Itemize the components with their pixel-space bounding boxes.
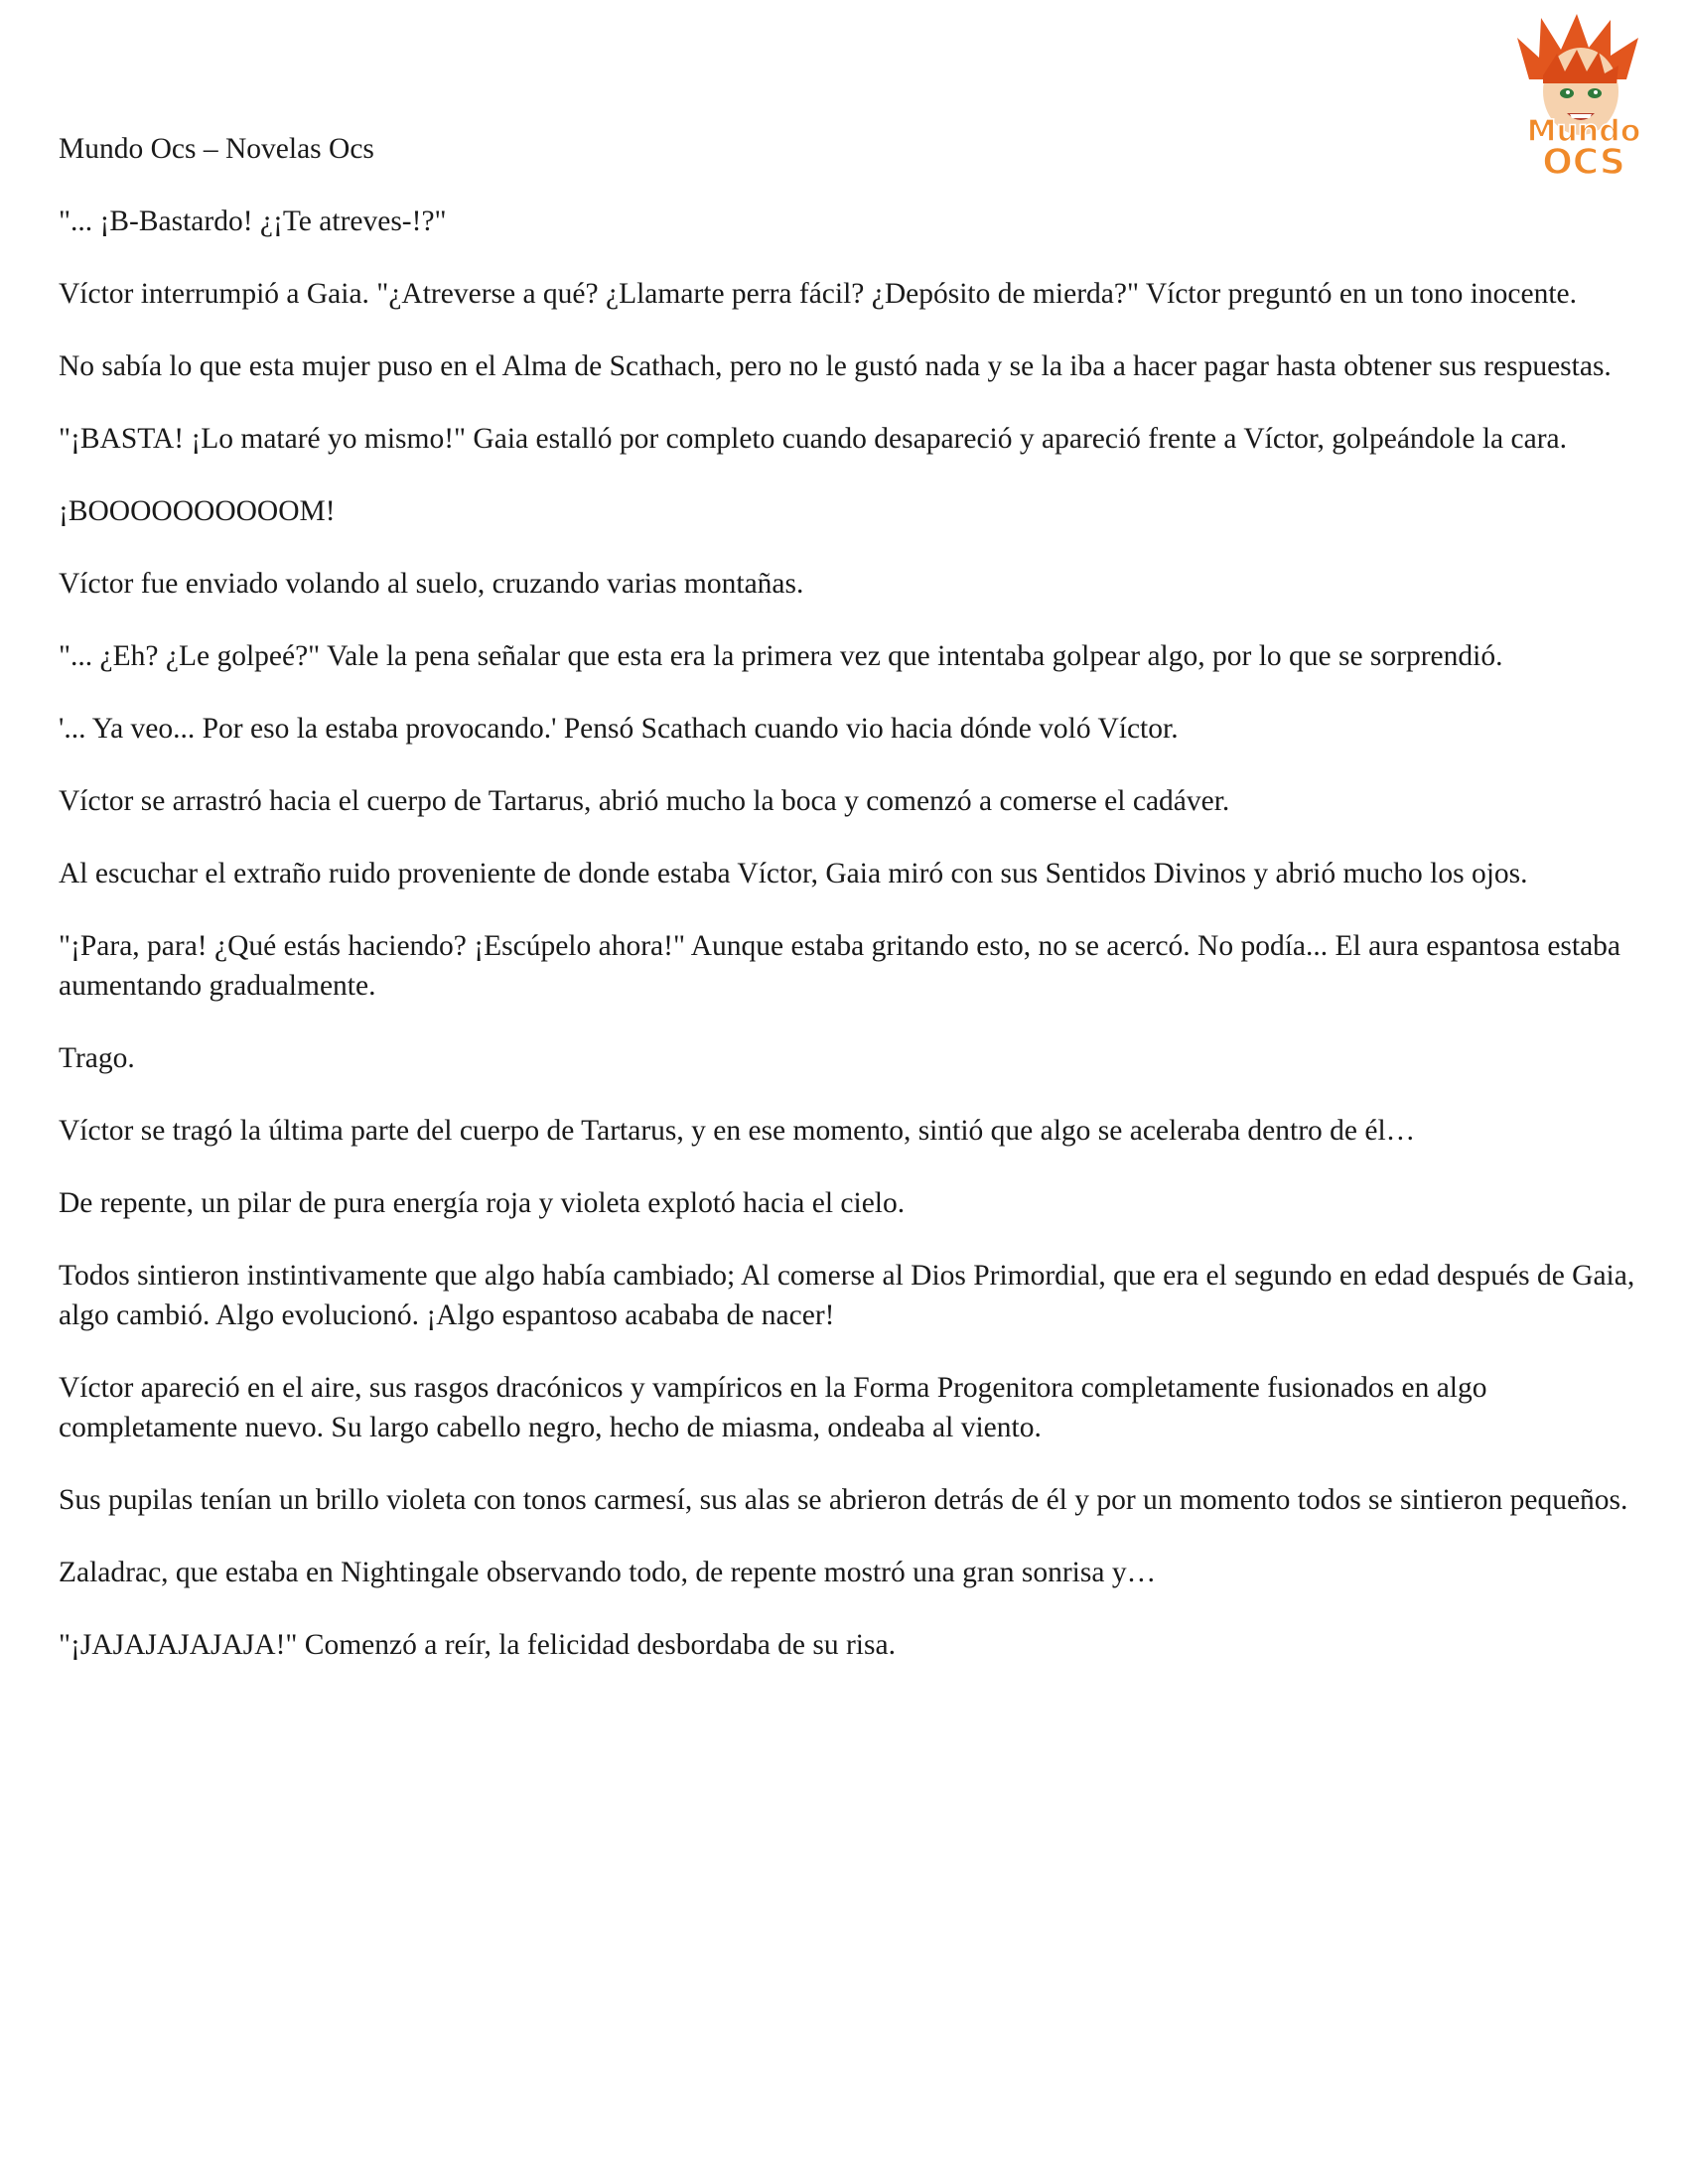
paragraph: Víctor fue enviado volando al suelo, cruzando varias montañas. (59, 568, 804, 600)
paragraph: "... ¿Eh? ¿Le golpeé?" Vale la pena señalar que esta era la primera vez que intentaba golpear algo, por lo que se sorprendió. (59, 640, 1503, 672)
site-title: Mundo Ocs – Novelas Ocs (59, 133, 374, 165)
paragraph: Víctor se tragó la última parte del cuerpo de Tartarus, y en ese momento, sintió que algo se aceleraba dentro de él… (59, 1115, 1416, 1147)
paragraph: '... Ya veo... Por eso la estaba provocando.' Pensó Scathach cuando vio hacia dónde voló Víctor. (59, 713, 1179, 745)
paragraph: Víctor se arrastró hacia el cuerpo de Tartarus, abrió mucho la boca y comenzó a comerse el cadáver. (59, 785, 1230, 817)
paragraph: Víctor apareció en el aire, sus rasgos dracónicos y vampíricos en la Forma Progenitora completamente fusionados en algo completamente nuevo. Su largo cabello negro, hecho de miasma, ondeaba al viento. (59, 1372, 1487, 1443)
paragraph: ¡BOOOOOOOOOOM! (59, 495, 336, 527)
logo-text-bottom: OCS (1542, 142, 1625, 183)
paragraph: Sus pupilas tenían un brillo violeta con tonos carmesí, sus alas se abrieron detrás de él y por un momento todos se sintieron pequeños. (59, 1484, 1628, 1516)
paragraph: Al escuchar el extraño ruido proveniente de donde estaba Víctor, Gaia miró con sus Sentidos Divinos y abrió mucho los ojos. (59, 858, 1528, 889)
logo-text-top: Mundo (1526, 114, 1641, 149)
paragraph: "¡JAJAJAJAJAJA!" Comenzó a reír, la felicidad desbordaba de su risa. (59, 1629, 896, 1661)
paragraph: Zaladrac, que estaba en Nightingale observando todo, de repente mostró una gran sonrisa y… (59, 1557, 1157, 1588)
paragraph: "¡Para, para! ¿Qué estás haciendo? ¡Escúpelo ahora!" Aunque estaba gritando esto, no se acercó. No podía... El aura espantosa estaba aumentando gradualmente. (59, 930, 1621, 1002)
paragraph: "¡BASTA! ¡Lo mataré yo mismo!" Gaia estalló por completo cuando desapareció y apareció frente a Víctor, golpeándole la cara. (59, 423, 1567, 455)
paragraph: Trago. (59, 1042, 135, 1074)
paragraph: No sabía lo que esta mujer puso en el Alma de Scathach, pero no le gustó nada y se la iba a hacer pagar hasta obtener sus respuestas. (59, 350, 1612, 382)
paragraph: Víctor interrumpió a Gaia. "¿Atreverse a qué? ¿Llamarte perra fácil? ¿Depósito de mierda?" Víctor preguntó en un tono inocente. (59, 278, 1578, 310)
document-body (59, 129, 1637, 1698)
paragraph: Todos sintieron instintivamente que algo había cambiado; Al comerse al Dios Primordial, que era el segundo en edad después de Gaia, algo cambió. Algo evolucionó. ¡Algo espantoso acababa de nacer! (59, 1260, 1635, 1331)
paragraph: "... ¡B-Bastardo! ¿¡Te atreves-!?" (59, 205, 447, 237)
paragraph: De repente, un pilar de pura energía roja y violeta explotó hacia el cielo. (59, 1187, 906, 1219)
